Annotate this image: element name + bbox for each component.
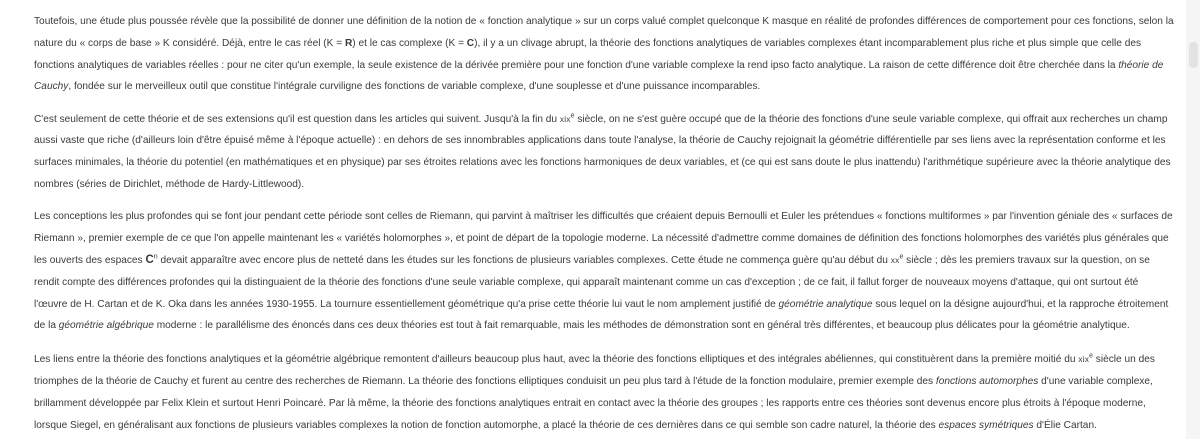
paragraph-2 (34, 109, 1174, 196)
p1-text-1: Toutefois, une étude plus poussée révèle que la possibilité de donner une définition de la notion de « fonction analytique » sur un corps valué complet quelconque K masque en réalité de profondes différences de comportement pour ces fonctions, selon la nature du « corps de base » K considéré. Déjà, entre le cas réel (K = (34, 16, 1174, 49)
p1-italic-cauchy: théorie de Cauchy (34, 59, 1164, 93)
p1-text-2: ) et le cas complexe (K = (352, 37, 467, 49)
p2-century-sup: e (570, 112, 575, 120)
p3-text-5: moderne : le parallélisme des énoncés dans ces deux théories est tout à fait remarquable, mais les méthodes de démonstration sont en général très différentes, et beaucoup plus délicates pour la géométrie analytique. (153, 320, 1130, 332)
p4-century-sup: e (1089, 352, 1093, 360)
p3-century-sup: e (899, 253, 904, 261)
article-body (34, 11, 1174, 447)
p2-century-numeral: xix (559, 113, 571, 124)
p4-italic-fonctions-automorphes: fonctions automorphes (935, 375, 1039, 387)
p3-text-2: devait apparaître avec encore plus de netteté dans les études sur les fonctions de plusieurs variables complexes. Cette étude ne commença guère qu'au début du (157, 254, 891, 266)
p3-italic-geometrie-algebrique: géométrie algébrique (58, 320, 154, 332)
p3-century-numeral: xx (890, 254, 900, 265)
p1-complex-field-symbol: C (466, 37, 475, 49)
p3-cn-exponent: n (153, 253, 158, 261)
p1-real-field-symbol: R (344, 37, 353, 49)
paragraph-3 (34, 206, 1174, 337)
vertical-scrollbar[interactable] (1186, 0, 1200, 439)
p4-text-2: siècle un des triomphes de la théorie de Cauchy et furent au centre des recherches de Riemann. La théorie des fonctions elliptiques conduisit un peu plus tard à l'étude de la fonction modulaire, premier exemple des (34, 354, 1155, 387)
p3-text-3: siècle ; dès les premiers travaux sur la question, on se rendit compte des différences profondes qui la distinguaient de la théorie des fonctions d'une seule variable complexe, qui apparaît maintenant comme un cas d'exception ; de ce fait, il fallut forger de nouveaux moyens d'attaque, qui ont surtout été l'œuvre de H. Cartan et de K. Oka dans les années 1930-1955. La tournure essentiellement géométrique qu'a prise cette théorie lui vaut le nom amplement justifié de (34, 254, 1150, 310)
p3-text-4: sous lequel on la désigne aujourd'hui, et la rapproche étroitement de la (34, 298, 1169, 332)
scrollbar-thumb[interactable] (1189, 42, 1198, 68)
p4-text-4: d'Élie Cartan. (1033, 419, 1097, 431)
p4-italic-espaces-symetriques: espaces symétriques (938, 419, 1034, 431)
p1-text-4: , fondée sur le merveilleux outil que constitue l'intégrale curviligne des fonctions de variable complexe, d'une souplesse et d'une puissance incomparables. (68, 81, 761, 93)
p2-text-2: siècle, on ne s'est guère occupé que de la théorie des fonctions d'une seule variable complexe, qui offrait aux recherches un champ aussi vaste que riche (d'ailleurs loin d'être épuisé même à l'époque actuelle) : en dehors de ses innombrables applications dans toute l'analyse, la théorie de Cauchy rejoignait la géométrie différentielle par ses liens avec la représentation conforme et les surfaces minimales, la théorie du potentiel (en mathématiques et en physique) par ses étroites relations avec les fonctions harmoniques de deux variables, et (ce qui est sans doute le plus inattendu) l'arithmétique supérieure avec la théorie analytique des nombres (séries de Dirichlet, méthode de Hardy-Littlewood). (34, 113, 1171, 191)
paragraph-4 (34, 349, 1174, 436)
paragraph-1 (34, 11, 1174, 98)
p3-cn-base: C (145, 253, 154, 266)
p2-text-1: C'est seulement de cette théorie et de ses extensions qu'il est question dans les articles qui suivent. Jusqu'à la fin du (34, 113, 560, 125)
p4-century-numeral: xix (1078, 354, 1090, 365)
p3-text-1: Les conceptions les plus profondes qui se font jour pendant cette période sont celles de Riemann, qui parvint à maîtriser les difficultés que créaient depuis Bernoulli et Euler les prétendues « fonctions multiformes » par l'invention géniale des « surfaces de Riemann », premier exemple de ce que l'on appelle maintenant les « variétés holomorphes », et point de départ de la topologie moderne. La nécessité d'admettre comme domaines de définition des fonctions holomorphes des variétés plus générales que les ouverts des espaces (34, 211, 1173, 266)
p3-italic-geometrie-analytique: géométrie analytique (778, 298, 873, 310)
p1-text-3: ), il y a un clivage abrupt, la théorie des fonctions analytiques de variables complexes étant incomparablement plus riche et plus simple que celle des fonctions analytiques de variables réelles : pour ne citer qu'un exemple, la seule existence de la dérivée première pour une fonction d'une variable complexe la rend ipso facto analytique. La raison de cette différence doit être cherchée dans la (34, 37, 1142, 71)
p4-text-1: Les liens entre la théorie des fonctions analytiques et la géométrie algébrique remontent d'ailleurs beaucoup plus haut, avec la théorie des fonctions elliptiques et des intégrales abéliennes, qui constituèrent dans la première moitié du (34, 354, 1079, 366)
p4-text-3: d'une variable complexe, brillamment développée par Felix Klein et surtout Henri Poincaré. Par là même, la théorie des fonctions analytiques entrait en contact avec la théorie des groupes ; les rapports entre ces théories sont devenus encore plus étroits à l'époque moderne, lorsque Siegel, en généralisant aux fonctions de plusieurs variables complexes la notion de fonction automorphe, a placé la théorie de ces dernières dans ce qui semble son cadre naturel, la théorie des (34, 375, 1153, 431)
